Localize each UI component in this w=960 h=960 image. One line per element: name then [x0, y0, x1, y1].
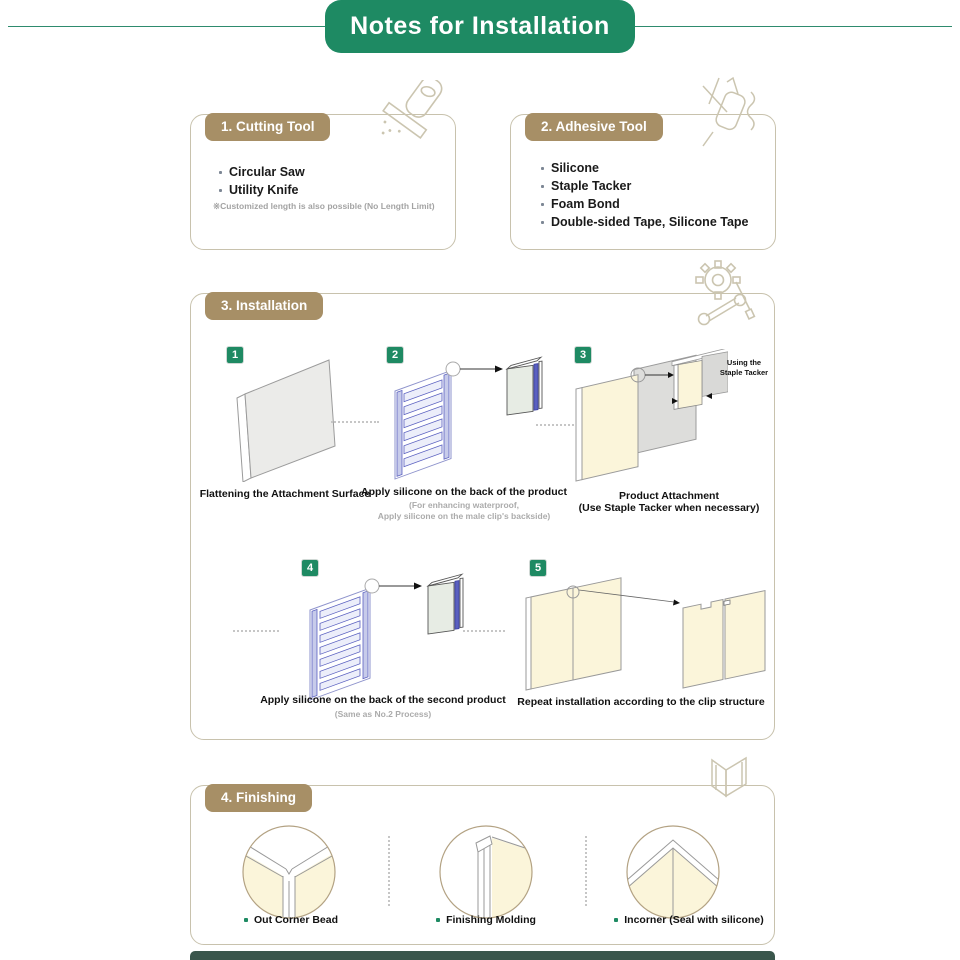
- bullet-dot: [219, 171, 222, 174]
- staple-tacker-annotation: Using the Staple Tacker: [719, 358, 769, 378]
- bullet-dot: [219, 189, 222, 192]
- utility-knife-icon: [372, 80, 452, 154]
- section-label-finishing: 4. Finishing: [205, 784, 312, 812]
- incorner-diagram: [625, 824, 721, 925]
- finishing-molding-diagram: [438, 824, 534, 925]
- step-separator: [331, 421, 379, 423]
- section-finishing: [190, 785, 775, 945]
- step-badge-4: 4: [301, 559, 319, 577]
- page-title: Notes for Installation: [325, 0, 635, 53]
- step3-caption: Product Attachment: [619, 490, 719, 502]
- step-badge-5: 5: [529, 559, 547, 577]
- list-item: Foam Bond: [541, 195, 749, 213]
- bullet-dot: [541, 221, 544, 224]
- step4-caption: Apply silicone on the back of the second product: [260, 694, 506, 706]
- section-installation: [190, 293, 775, 740]
- step2-diagram: [383, 349, 545, 486]
- finishing-separator: [585, 836, 587, 906]
- step4-subcaption: (Same as No.2 Process): [334, 709, 432, 719]
- cutting-note: ※Customized length is also possible (No Length Limit): [213, 201, 435, 211]
- footer-band: [190, 951, 775, 960]
- list-item: Double-sided Tape, Silicone Tape: [541, 213, 749, 231]
- step3-subcaption: (Use Staple Tacker when necessary): [578, 502, 760, 514]
- out-corner-bead-diagram: [241, 824, 337, 925]
- step2-caption: Apply silicone on the back of the product: [361, 486, 567, 498]
- step5-diagram: [516, 566, 768, 697]
- list-item: Utility Knife: [219, 181, 305, 199]
- list-item: Silicone: [541, 159, 749, 177]
- step2-subcaption-2: Apply silicone on the male clip's backside): [377, 511, 551, 521]
- step2-subcaption-1: (For enhancing waterproof,: [408, 500, 520, 510]
- bullet-dot: [541, 203, 544, 206]
- finishing-item: Out Corner Bead: [211, 914, 371, 926]
- step-badge-3: 3: [574, 346, 592, 364]
- finishing-item: Incorner (Seal with silicone): [599, 914, 779, 926]
- gear-wrench-icon: [688, 258, 760, 328]
- step-separator: [463, 630, 505, 632]
- bullet-dot: [541, 185, 544, 188]
- step4-diagram: [296, 566, 478, 707]
- step5-caption: Repeat installation according to the clip structure: [517, 696, 765, 708]
- list-item: Circular Saw: [219, 163, 305, 181]
- bullet-dot: [614, 918, 618, 922]
- finishing-item: Finishing Molding: [416, 914, 556, 926]
- step-badge-1: 1: [226, 346, 244, 364]
- bullet-dot: [244, 918, 248, 922]
- finishing-separator: [388, 836, 390, 906]
- step-separator: [233, 630, 279, 632]
- section-label-installation: 3. Installation: [205, 292, 323, 320]
- step3-diagram: [566, 349, 728, 492]
- step-badge-2: 2: [386, 346, 404, 364]
- bullet-dot: [541, 167, 544, 170]
- section-label-cutting: 1. Cutting Tool: [205, 113, 330, 141]
- silicone-gun-icon: [693, 76, 767, 156]
- step1-caption: Flattening the Attachment Surface: [199, 488, 371, 500]
- section-label-adhesive: 2. Adhesive Tool: [525, 113, 663, 141]
- list-item: Staple Tacker: [541, 177, 749, 195]
- bullet-dot: [436, 918, 440, 922]
- corner-molding-icon: [700, 754, 760, 812]
